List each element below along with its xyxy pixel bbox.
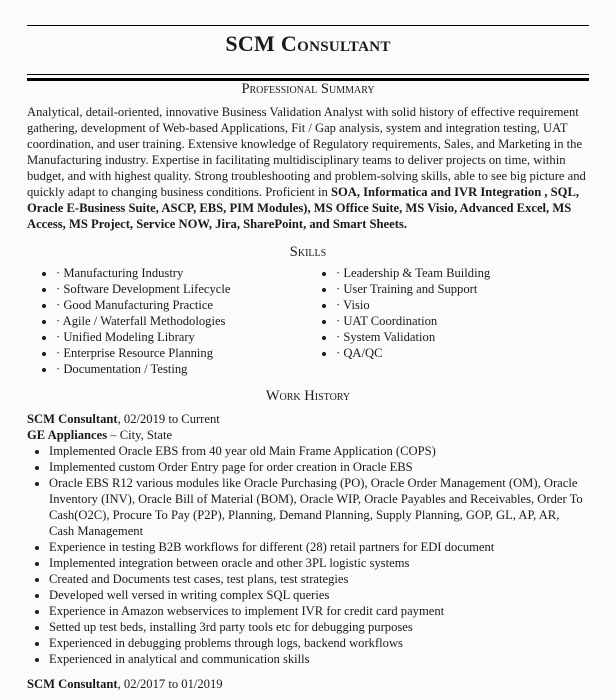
job-title-line bbox=[27, 411, 587, 427]
summary-skills-bold: SOA, Informatica and IVR Integration , SQL, Oracle E-Business Suite, ASCP, EBS, PIM Modules), MS Office Suite, MS Visio, Advanced Excel, MS Access, MS Project, Service NOW, Jira, SharePoint, and Smart Sheets. bbox=[27, 185, 580, 231]
list-item: • Experience in testing B2B workflows for different (28) retail partners for EDI document bbox=[49, 539, 587, 555]
skills-right-column bbox=[316, 265, 596, 377]
job-entry bbox=[27, 676, 587, 692]
list-item: • Oracle EBS R12 various modules like Oracle Purchasing (PO), Oracle Order Management (OM), Oracle Inventory (INV), Oracle Bill of Material (BOM), Oracle WIP, Oracle Payables and Receivables, Order To Cash(O2C), Procure To Pay (P2P), Planning, Demand Planning, Supply Planning, GOP, GL, AP, AR, Cash Management bbox=[49, 475, 587, 539]
summary-heading: Professional Summary bbox=[241, 81, 375, 97]
list-item: • Created and Documents test cases, test plans, test strategies bbox=[49, 571, 587, 587]
skills-heading: Skills bbox=[289, 244, 327, 260]
list-item: • Experienced in debugging problems through logs, backend workflows bbox=[49, 635, 587, 651]
skills-list bbox=[36, 265, 596, 377]
company-location: – City, State bbox=[107, 428, 173, 442]
company-name: GE Appliances bbox=[27, 428, 108, 442]
skills-left-column bbox=[36, 265, 316, 377]
list-item: • Setted up test beds, installing 3rd party tools etc for debugging purposes bbox=[49, 619, 587, 635]
list-item: • · Good Manufacturing Practice bbox=[56, 297, 316, 313]
list-item: • Developed well versed in writing complex SQL queries bbox=[49, 587, 587, 603]
list-item: • Experienced in analytical and communication skills bbox=[49, 651, 587, 667]
summary-text bbox=[27, 104, 587, 232]
list-item: • Implemented custom Order Entry page for order creation in Oracle EBS bbox=[49, 459, 587, 475]
job-bullets bbox=[27, 443, 587, 667]
list-item: • · Visio bbox=[336, 297, 596, 313]
job-title: SCM Consultant bbox=[27, 677, 118, 691]
list-item: • · UAT Coordination bbox=[336, 313, 596, 329]
list-item: • · Enterprise Resource Planning bbox=[56, 345, 316, 361]
list-item: • · Agile / Waterfall Methodologies bbox=[56, 313, 316, 329]
list-item: • · Leadership & Team Building bbox=[336, 265, 596, 281]
list-item: • · Manufacturing Industry bbox=[56, 265, 316, 281]
work-history-heading: Work History bbox=[265, 388, 351, 404]
list-item: • · Software Development Lifecycle bbox=[56, 281, 316, 297]
list-item: • · Documentation / Testing bbox=[56, 361, 316, 377]
company-line bbox=[27, 427, 587, 443]
list-item: • · Unified Modeling Library bbox=[56, 329, 316, 345]
job-dates: , 02/2019 to Current bbox=[117, 412, 220, 426]
list-item: • · System Validation bbox=[336, 329, 596, 345]
job-entry bbox=[27, 411, 587, 667]
list-item: • · User Training and Support bbox=[336, 281, 596, 297]
list-item: • Implemented Oracle EBS from 40 year old Main Frame Application (COPS) bbox=[49, 443, 587, 459]
title-rule-thin bbox=[27, 74, 589, 75]
top-rule bbox=[27, 25, 589, 26]
job-title-line bbox=[27, 676, 587, 692]
summary-body: Analytical, detail-oriented, innovative Business Validation Analyst with solid history of effective requirement gathering, development of Web-based Applications, Fit / Gap analysis, system and integration testing, UAT coordination, and user training. Extensive knowledge of Regulatory requirements, Sales, and Marketing in the Manufacturing industry. Expertise in facilitating multidisciplinary teams to deliver projects on time, within budget, and with highest quality. Strong troubleshooting and problem-solving skills, able to see big picture and quickly adapt to changing business conditions. Proficient in bbox=[27, 105, 586, 199]
job-dates: , 02/2017 to 01/2019 bbox=[117, 677, 223, 691]
resume-title: SCM Consultant bbox=[225, 31, 391, 56]
list-item: • · QA/QC bbox=[336, 345, 596, 361]
list-item: • Implemented integration between oracle and other 3PL logistic systems bbox=[49, 555, 587, 571]
list-item: • Experience in Amazon webservices to implement IVR for credit card payment bbox=[49, 603, 587, 619]
job-title: SCM Consultant bbox=[27, 412, 118, 426]
